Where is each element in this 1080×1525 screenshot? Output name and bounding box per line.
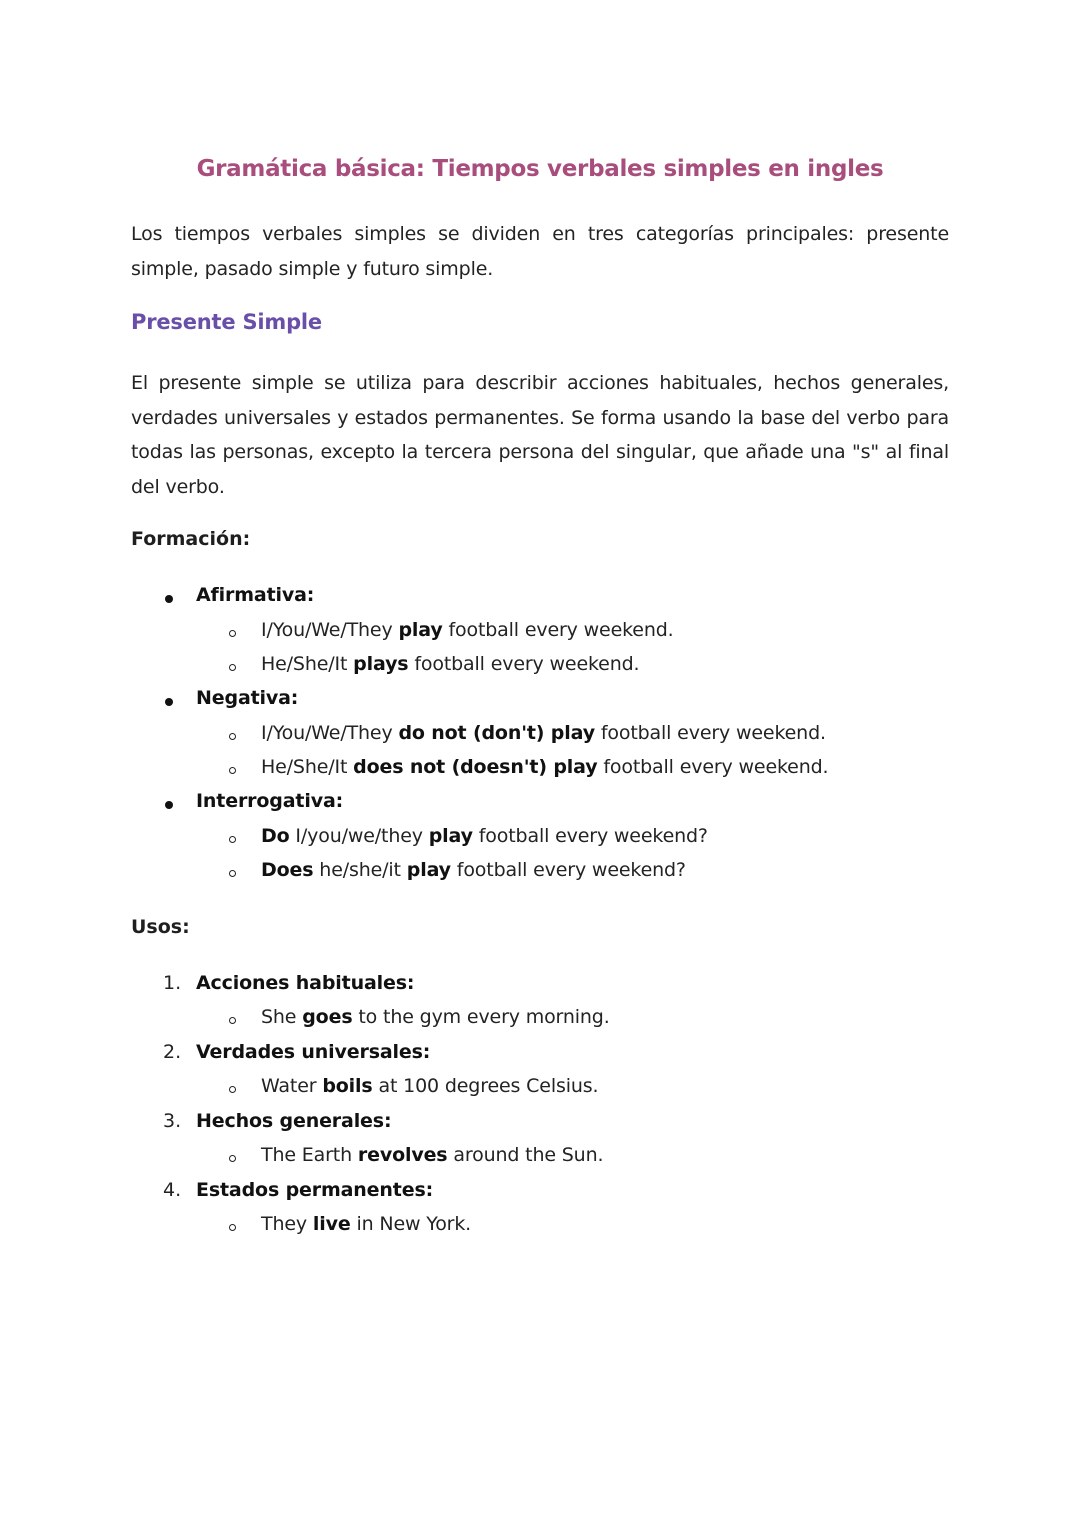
circle-bullet-icon <box>229 767 236 774</box>
usos-item-example: She goes to the gym every morning. <box>261 1006 610 1028</box>
list-number: 1. <box>163 972 182 994</box>
circle-bullet-icon <box>229 836 236 843</box>
section-title: Presente Simple <box>131 310 322 334</box>
circle-bullet-icon <box>229 870 236 877</box>
interrogativa-example-1: Do I/you/we/they play football every weekend? <box>261 825 708 847</box>
description-paragraph: El presente simple se utiliza para describir acciones habituales, hechos generales, verdades universales y estados permanentes. Se forma usando la base del verbo para todas las personas, excepto la tercera persona del singular, que añade una "s" al final del verbo. <box>131 372 949 498</box>
bullet-icon <box>165 801 173 809</box>
usos-label: Usos: <box>131 916 190 938</box>
page-title: Gramática básica: Tiempos verbales simples en ingles <box>196 156 884 182</box>
circle-bullet-icon <box>229 1155 236 1162</box>
usos-item-example: Water boils at 100 degrees Celsius. <box>261 1075 599 1097</box>
list-number: 2. <box>163 1041 182 1063</box>
afirmativa-label: Afirmativa: <box>196 584 315 606</box>
bullet-icon <box>165 595 173 603</box>
list-number: 4. <box>163 1179 182 1201</box>
bullet-icon <box>165 698 173 706</box>
list-number: 3. <box>163 1110 182 1132</box>
usos-item-example: They live in New York. <box>261 1213 472 1235</box>
negativa-example-1: I/You/We/They do not (don't) play football every weekend. <box>261 722 826 744</box>
afirmativa-example-1: I/You/We/They play football every weekend. <box>261 619 674 641</box>
negativa-label: Negativa: <box>196 687 299 709</box>
circle-bullet-icon <box>229 630 236 637</box>
interrogativa-label: Interrogativa: <box>196 790 344 812</box>
formacion-label: Formación: <box>131 528 251 550</box>
circle-bullet-icon <box>229 1224 236 1231</box>
usos-item-label: Hechos generales: <box>196 1110 392 1132</box>
usos-item-label: Estados permanentes: <box>196 1179 434 1201</box>
usos-item-label: Acciones habituales: <box>196 972 415 994</box>
circle-bullet-icon <box>229 1017 236 1024</box>
interrogativa-example-2: Does he/she/it play football every weekend? <box>261 859 686 881</box>
intro-paragraph: Los tiempos verbales simples se dividen en tres categorías principales: presente simple, pasado simple y futuro simple. <box>131 223 949 280</box>
usos-item-example: The Earth revolves around the Sun. <box>261 1144 604 1166</box>
negativa-example-2: He/She/It does not (doesn't) play football every weekend. <box>261 756 829 778</box>
afirmativa-example-2: He/She/It plays football every weekend. <box>261 653 640 675</box>
circle-bullet-icon <box>229 664 236 671</box>
circle-bullet-icon <box>229 733 236 740</box>
circle-bullet-icon <box>229 1086 236 1093</box>
usos-item-label: Verdades universales: <box>196 1041 431 1063</box>
